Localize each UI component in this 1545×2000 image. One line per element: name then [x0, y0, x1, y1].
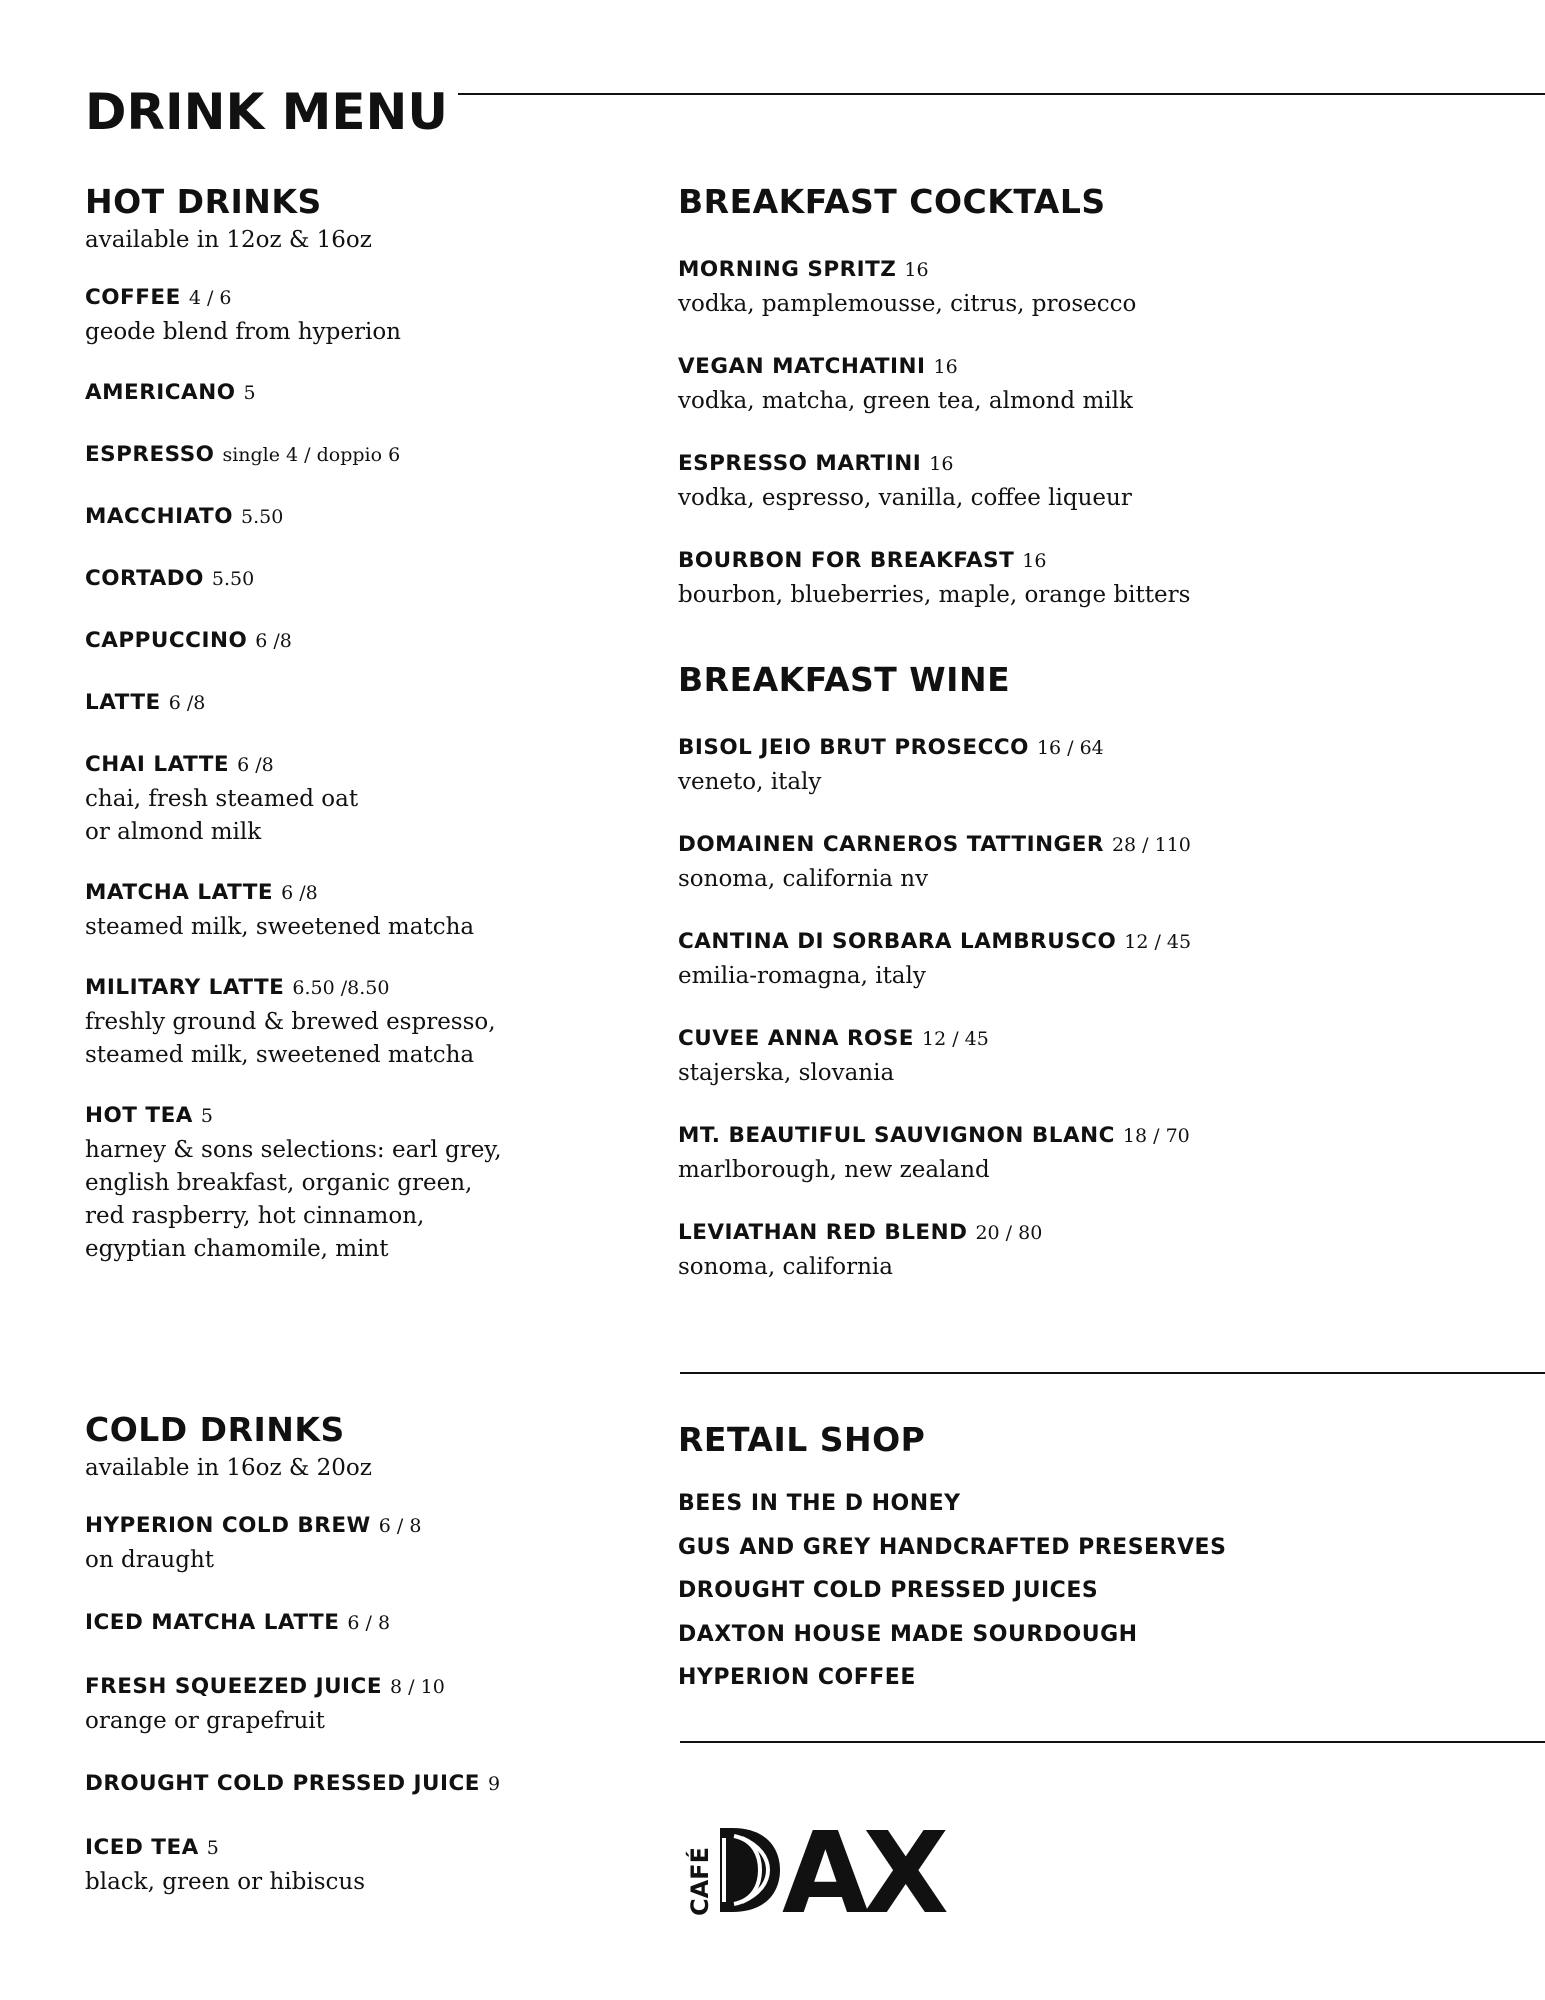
cold-drinks-title: COLD DRINKS — [85, 1410, 345, 1449]
logo-d-mark-icon — [720, 1828, 780, 1912]
retail-top-rule — [680, 1372, 1545, 1374]
menu-item-header — [85, 1832, 645, 1866]
menu-item-price: 6.50 /8.50 — [292, 977, 390, 999]
menu-item-description: vodka, matcha, green tea, almond milk — [678, 388, 1133, 414]
menu-item-name: BISOL JEIO BRUT PROSECCO — [678, 735, 1029, 760]
retail-item: BEES IN THE D HONEY — [678, 1491, 961, 1516]
menu-item-description: stajerska, slovania — [678, 1060, 895, 1086]
menu-item — [85, 1768, 645, 1802]
menu-item-name: LEVIATHAN RED BLEND — [678, 1220, 968, 1245]
menu-item-header — [678, 732, 1538, 766]
menu-item — [85, 1671, 645, 1738]
menu-item — [85, 282, 645, 349]
menu-item-header — [678, 1120, 1538, 1154]
menu-item-price: 5 — [200, 1105, 214, 1127]
menu-item-header — [85, 1768, 645, 1802]
breakfast-wine-title: BREAKFAST WINE — [678, 660, 1011, 699]
menu-item-description: english breakfast, organic green, — [85, 1170, 473, 1196]
breakfast-column — [678, 180, 1538, 1284]
menu-item — [678, 351, 1538, 418]
retail-item: DAXTON HOUSE MADE SOURDOUGH — [678, 1621, 1138, 1647]
menu-item-price: 4 / 6 — [188, 287, 232, 309]
menu-item-description: vodka, espresso, vanilla, coffee liqueur — [678, 485, 1132, 511]
menu-item-header — [85, 687, 645, 721]
menu-item — [678, 1217, 1538, 1284]
menu-item-name: DROUGHT COLD PRESSED JUICE — [85, 1771, 480, 1796]
menu-item-price: 6 /8 — [255, 630, 292, 652]
menu-item-description: on draught — [85, 1547, 214, 1573]
menu-item-description: black, green or hibiscus — [85, 1869, 365, 1895]
menu-item-price: single 4 / doppio 6 — [222, 444, 401, 466]
menu-item-name: BOURBON FOR BREAKFAST — [678, 548, 1015, 573]
menu-item — [678, 1120, 1538, 1187]
menu-item-price: 5 — [206, 1837, 219, 1859]
retail-item: DROUGHT COLD PRESSED JUICES — [678, 1578, 1099, 1603]
menu-item-header — [85, 1100, 645, 1134]
menu-item — [85, 501, 645, 535]
menu-item-name: FRESH SQUEEZED JUICE — [85, 1674, 383, 1699]
hot-drinks-section — [85, 180, 645, 1266]
menu-item-description: sonoma, california — [678, 1254, 893, 1280]
menu-item-name: LATTE — [85, 690, 161, 715]
menu-item-name: CORTADO — [85, 566, 204, 591]
menu-item — [678, 926, 1538, 993]
cold-drinks-list — [85, 1510, 645, 1899]
menu-item — [678, 732, 1538, 799]
menu-item-description: marlborough, new zealand — [678, 1157, 990, 1183]
menu-item-price: 16 — [933, 356, 958, 378]
menu-item-name: DOMAINEN CARNEROS TATTINGER — [678, 832, 1104, 857]
menu-item-price: 5 — [243, 382, 256, 404]
retail-bottom-rule — [680, 1741, 1545, 1743]
menu-item-header — [85, 1671, 645, 1705]
menu-item-header — [678, 1217, 1538, 1251]
menu-item-header — [85, 749, 645, 783]
menu-item — [85, 377, 645, 411]
menu-item — [85, 439, 645, 473]
retail-item: GUS AND GREY HANDCRAFTED PRESERVES — [678, 1534, 1227, 1560]
menu-item-name: HOT TEA — [85, 1103, 193, 1128]
menu-item-description: sonoma, california nv — [678, 866, 929, 892]
menu-item-description: veneto, italy — [678, 769, 822, 795]
menu-item — [678, 448, 1538, 515]
breakfast-wine-list — [678, 732, 1538, 1284]
menu-item-name: CHAI LATTE — [85, 752, 230, 777]
menu-item-header — [85, 501, 645, 535]
menu-item-price: 9 — [487, 1773, 501, 1795]
menu-item-name: ESPRESSO — [85, 442, 215, 467]
menu-item-header — [85, 1510, 645, 1544]
menu-item-description: red raspberry, hot cinnamon, — [85, 1203, 425, 1229]
menu-item-name: MT. BEAUTIFUL SAUVIGNON BLANC — [678, 1123, 1115, 1148]
menu-item-description: egyptian chamomile, mint — [85, 1236, 389, 1262]
menu-item-price: 20 / 80 — [975, 1222, 1043, 1244]
menu-item-name: MATCHA LATTE — [85, 880, 274, 905]
menu-item — [85, 972, 645, 1072]
menu-item-description: steamed milk, sweetened matcha — [85, 1042, 475, 1068]
menu-item-name: CANTINA DI SORBARA LAMBRUSCO — [678, 929, 1117, 954]
menu-item-description: geode blend from hyperion — [85, 319, 401, 345]
menu-item-price: 6 /8 — [237, 754, 274, 776]
menu-item-price: 18 / 70 — [1122, 1125, 1190, 1147]
menu-item-description: freshly ground & brewed espresso, — [85, 1009, 496, 1035]
menu-item-header — [678, 254, 1538, 288]
menu-item — [85, 1832, 645, 1899]
menu-item — [678, 1023, 1538, 1090]
menu-item — [678, 829, 1538, 896]
menu-item-price: 16 — [904, 259, 929, 281]
menu-item-description: vodka, pamplemousse, citrus, prosecco — [678, 291, 1137, 317]
menu-item-header — [85, 377, 645, 411]
menu-item-name: VEGAN MATCHATINI — [678, 354, 926, 379]
retail-shop-list — [678, 1482, 1538, 1700]
menu-item-name: MORNING SPRITZ — [678, 257, 897, 282]
menu-item-name: CAPPUCCINO — [85, 628, 248, 653]
menu-item-header — [678, 351, 1538, 385]
menu-item-name: ICED MATCHA LATTE — [85, 1610, 340, 1635]
menu-item — [85, 1607, 645, 1641]
breakfast-cocktails-title: BREAKFAST COCKTALS — [678, 182, 1106, 221]
menu-item-header — [678, 545, 1538, 579]
logo-ax-text: AX — [782, 1820, 944, 1920]
menu-item-price: 12 / 45 — [922, 1028, 989, 1050]
menu-item-price: 16 / 64 — [1036, 737, 1104, 759]
menu-item-header — [85, 625, 645, 659]
menu-item-description: emilia-romagna, italy — [678, 963, 926, 989]
logo-cafe-text: CAFÉ — [686, 1847, 714, 1916]
menu-item-price: 6 /8 — [168, 692, 206, 714]
menu-item-header — [678, 829, 1538, 863]
retail-shop-title: RETAIL SHOP — [678, 1420, 926, 1459]
menu-item-price: 8 / 10 — [390, 1676, 445, 1698]
menu-item-name: AMERICANO — [85, 380, 236, 405]
menu-item — [85, 749, 645, 849]
menu-item-name: MILITARY LATTE — [85, 975, 285, 1000]
page-title: DRINK MENU — [85, 83, 448, 141]
hot-drinks-title: HOT DRINKS — [85, 182, 322, 221]
dax-logo — [680, 1820, 1000, 1920]
menu-item-name: ICED TEA — [85, 1835, 199, 1860]
menu-item-header — [678, 926, 1538, 960]
cold-drinks-section — [85, 1408, 645, 1899]
menu-item — [85, 625, 645, 659]
menu-item-header — [85, 1607, 645, 1641]
menu-item-name: ESPRESSO MARTINI — [678, 451, 922, 476]
menu-item-description: bourbon, blueberries, maple, orange bitters — [678, 582, 1191, 608]
menu-item-header — [678, 448, 1538, 482]
menu-item-description: harney & sons selections: earl grey, — [85, 1137, 502, 1163]
menu-item-header — [85, 877, 645, 911]
hot-drinks-subtitle: available in 12oz & 16oz — [85, 227, 372, 253]
hot-drinks-list — [85, 282, 645, 1266]
title-rule — [458, 93, 1545, 95]
menu-item-header — [85, 282, 645, 316]
menu-item-name: COFFEE — [85, 285, 181, 310]
menu-item-description: orange or grapefruit — [85, 1708, 325, 1734]
menu-item-header — [85, 972, 645, 1006]
menu-item-price: 6 /8 — [281, 882, 318, 904]
cold-drinks-subtitle: available in 16oz & 20oz — [85, 1455, 372, 1481]
menu-item-price: 28 / 110 — [1111, 834, 1191, 856]
menu-item-price: 16 — [1022, 550, 1047, 572]
menu-item-name: HYPERION COLD BREW — [85, 1513, 371, 1538]
menu-item-price: 5.50 — [241, 506, 284, 528]
menu-item — [85, 877, 645, 944]
retail-shop-section — [678, 1418, 1538, 1700]
menu-item — [678, 545, 1538, 612]
menu-item-price: 12 / 45 — [1124, 931, 1192, 953]
menu-item-description: chai, fresh steamed oat — [85, 786, 359, 812]
breakfast-cocktails-list — [678, 254, 1538, 612]
menu-item — [85, 563, 645, 597]
menu-item-price: 6 / 8 — [378, 1515, 422, 1537]
menu-item-price: 5.50 — [211, 568, 255, 590]
menu-item — [678, 254, 1538, 321]
menu-item-price: 6 / 8 — [347, 1612, 391, 1634]
menu-item-header — [85, 563, 645, 597]
menu-item-description: or almond milk — [85, 819, 262, 845]
menu-item-price: 16 — [929, 453, 954, 475]
menu-item-name: CUVEE ANNA ROSE — [678, 1026, 914, 1051]
menu-item — [85, 687, 645, 721]
menu-item-header — [85, 439, 645, 473]
menu-item-header — [678, 1023, 1538, 1057]
menu-item — [85, 1510, 645, 1577]
menu-item — [85, 1100, 645, 1266]
menu-item-description: steamed milk, sweetened matcha — [85, 914, 475, 940]
menu-item-name: MACCHIATO — [85, 504, 233, 529]
retail-item: HYPERION COFFEE — [678, 1665, 916, 1690]
